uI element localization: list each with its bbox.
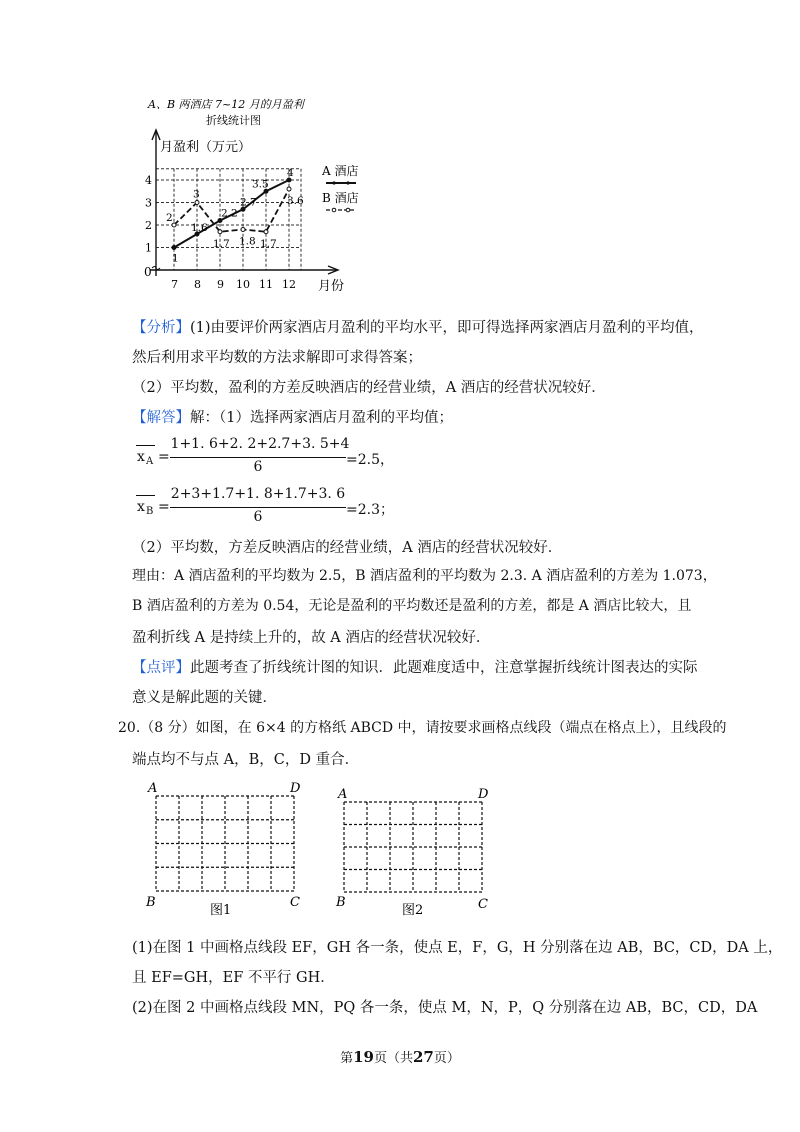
fig1-label-c: C — [290, 895, 300, 910]
analysis-line-1: 【分析】(1)由要评价两家酒店月盈利的平均水平，即可得选择两家酒店月盈利的平均值， — [132, 320, 704, 336]
answer-line-2: （2）平均数，方差反映酒店的经营业绩，A 酒店的经营状况较好． — [132, 540, 563, 556]
chart-title: A、B 两酒店 7~12 月的月盈利 — [148, 98, 304, 111]
y-tick-label: 3 — [145, 196, 152, 210]
y-tick-label: 4 — [145, 174, 152, 187]
axis-break — [152, 267, 160, 270]
grid-figure-1 — [144, 780, 314, 920]
series-b-point — [195, 201, 199, 205]
page-footer: 第19页（共27页） — [340, 1048, 460, 1066]
mean-b-fraction-bar — [170, 507, 346, 508]
series-a-data-label: 4 — [287, 167, 294, 179]
answer-line-1: 【解答】解：（1）选择两家酒店月盈利的平均值； — [132, 410, 453, 426]
grid-figure-2-lines — [344, 802, 482, 892]
mean-a-denominator: 6 — [253, 459, 263, 475]
series-b-point — [264, 230, 268, 234]
q20-item1-line-2: 且 EF=GH，EF 不平行 GH． — [132, 970, 335, 986]
series-b-data-label: 1.7 — [260, 237, 277, 250]
grid-figure-1-lines — [156, 796, 294, 891]
fig2-label-c: C — [478, 897, 488, 912]
comment-line-1: 【点评】此题考查了折线统计图的知识．此题难度适中，注意掌握折线统计图表达的实际 — [132, 660, 698, 676]
fig1-label-b: B — [146, 895, 156, 910]
series-a-data-label: 1 — [172, 252, 179, 265]
series-a-data-label: 2.7 — [240, 196, 257, 209]
chart-series — [166, 167, 304, 265]
answer-line-4: B 酒店盈利的方差为 0.54，无论是盈利的平均数还是盈利的方差，都是 A 酒店比较大，且 — [132, 598, 692, 614]
series-b-data-label: 3.6 — [287, 195, 304, 207]
series-a-point — [172, 246, 176, 250]
mean-b-overbar — [136, 495, 155, 496]
answer-line-5: 盈利折线 A 是持续上升的，故 A 酒店的经营状况较好． — [132, 630, 491, 646]
series-a-data-label: 3.5 — [252, 178, 269, 191]
series-b-data-label: 3 — [193, 188, 200, 201]
q20-item1-line-1: (1)在图 1 中画格点线段 EF，GH 各一条，使点 E，F，G，H 分别落在边 AB，BC，CD，DA 上， — [132, 940, 783, 956]
chart-subtitle: 折线统计图 — [206, 114, 261, 127]
chart-legend — [321, 163, 359, 212]
x-tick-label: 7 — [171, 278, 178, 291]
mean-a-symbol: x — [137, 449, 145, 465]
q20-line-1: 20.（8 分）如图，在 6×4 的方格纸 ABCD 中，请按要求画格点线段（端点在格点上），且线段的 — [118, 720, 727, 736]
comment-tag: 【点评】 — [132, 660, 190, 676]
answer-line-3: 理由：A 酒店盈利的平均数为 2.5，B 酒店盈利的平均数为 2.3. A 酒店盈利的方差为 1.073， — [132, 568, 717, 584]
page-total: 27 — [413, 1048, 434, 1066]
comment-line-2: 意义是解此题的关键． — [132, 690, 277, 706]
y-tick-label: 1 — [145, 241, 152, 255]
origin-label: 0 — [144, 265, 152, 279]
mean-a-equals: = — [158, 449, 170, 465]
series-b-point — [287, 187, 291, 191]
legend-swatch-a-point — [332, 181, 335, 184]
y-axis-label: 月盈利（万元） — [160, 140, 252, 155]
legend-label-a: A 酒店 — [322, 164, 359, 178]
mean-a-numerator: 1+1. 6+2. 2+2.7+3. 5+4 — [170, 436, 350, 452]
x-tick-label: 9 — [217, 278, 224, 291]
q20-item2-line-1: (2)在图 2 中画格点线段 MN，PQ 各一条，使点 M，N，P，Q 分别落在边 AB，BC，CD，DA — [132, 1000, 758, 1016]
fig2-label-a: A — [338, 787, 348, 802]
x-tick-label: 10 — [236, 278, 250, 291]
fig2-label-d: D — [478, 787, 489, 802]
profit-line-chart — [140, 92, 380, 302]
mean-b-subscript: B — [146, 506, 154, 517]
mean-b-equation — [136, 486, 394, 528]
mean-b-result: =2.3； — [346, 502, 394, 518]
fig1-label-d: D — [290, 781, 301, 796]
x-tick-label: 8 — [194, 278, 201, 291]
mean-b-denominator: 6 — [253, 509, 263, 525]
fig1-caption: 图1 — [210, 903, 232, 918]
series-b-data-label: 2 — [166, 212, 173, 224]
legend-label-b: B 酒店 — [322, 191, 359, 205]
fig1-label-a: A — [148, 781, 158, 796]
fig2-label-b: B — [336, 895, 346, 910]
mean-a-equation — [136, 436, 394, 478]
x-tick-label: 11 — [259, 278, 273, 291]
series-a-data-label: 1.6 — [191, 222, 208, 234]
mean-a-subscript: A — [146, 456, 154, 467]
legend-swatch-a-point — [346, 181, 349, 184]
x-axis-label: 月份 — [318, 279, 345, 294]
series-b-point — [218, 230, 222, 234]
answer-tag: 【解答】 — [132, 410, 190, 426]
mean-a-result: =2.5， — [346, 452, 394, 468]
analysis-line-2: 然后利用求平均数的方法求解即可求得答案； — [132, 350, 422, 366]
fig2-caption: 图2 — [402, 903, 424, 918]
series-a-data-label: 2.2 — [221, 207, 238, 220]
analysis-line-3: （2）平均数，盈利的方差反映酒店的经营业绩，A 酒店的经营状况较好． — [132, 380, 606, 396]
mean-b-equals: = — [158, 499, 170, 515]
mean-a-overbar — [136, 445, 155, 446]
mean-b-symbol: x — [137, 499, 145, 515]
legend-swatch-b-point — [332, 208, 336, 212]
analysis-tag: 【分析】 — [132, 320, 190, 336]
y-tick-label: 2 — [145, 219, 152, 232]
q20-line-2: 端点均不与点 A，B，C，D 重合． — [132, 752, 360, 768]
legend-swatch-b-point — [346, 208, 350, 212]
mean-a-fraction-bar — [170, 457, 346, 458]
x-tick-label: 12 — [282, 278, 296, 291]
page-number: 19 — [353, 1048, 374, 1066]
grid-figure-2 — [334, 780, 504, 920]
series-b-data-label: 1.8 — [239, 235, 256, 248]
series-b-data-label: 1.7 — [213, 237, 230, 250]
series-b-point — [241, 228, 245, 232]
mean-b-numerator: 2+3+1.7+1. 8+1.7+3. 6 — [170, 486, 346, 502]
